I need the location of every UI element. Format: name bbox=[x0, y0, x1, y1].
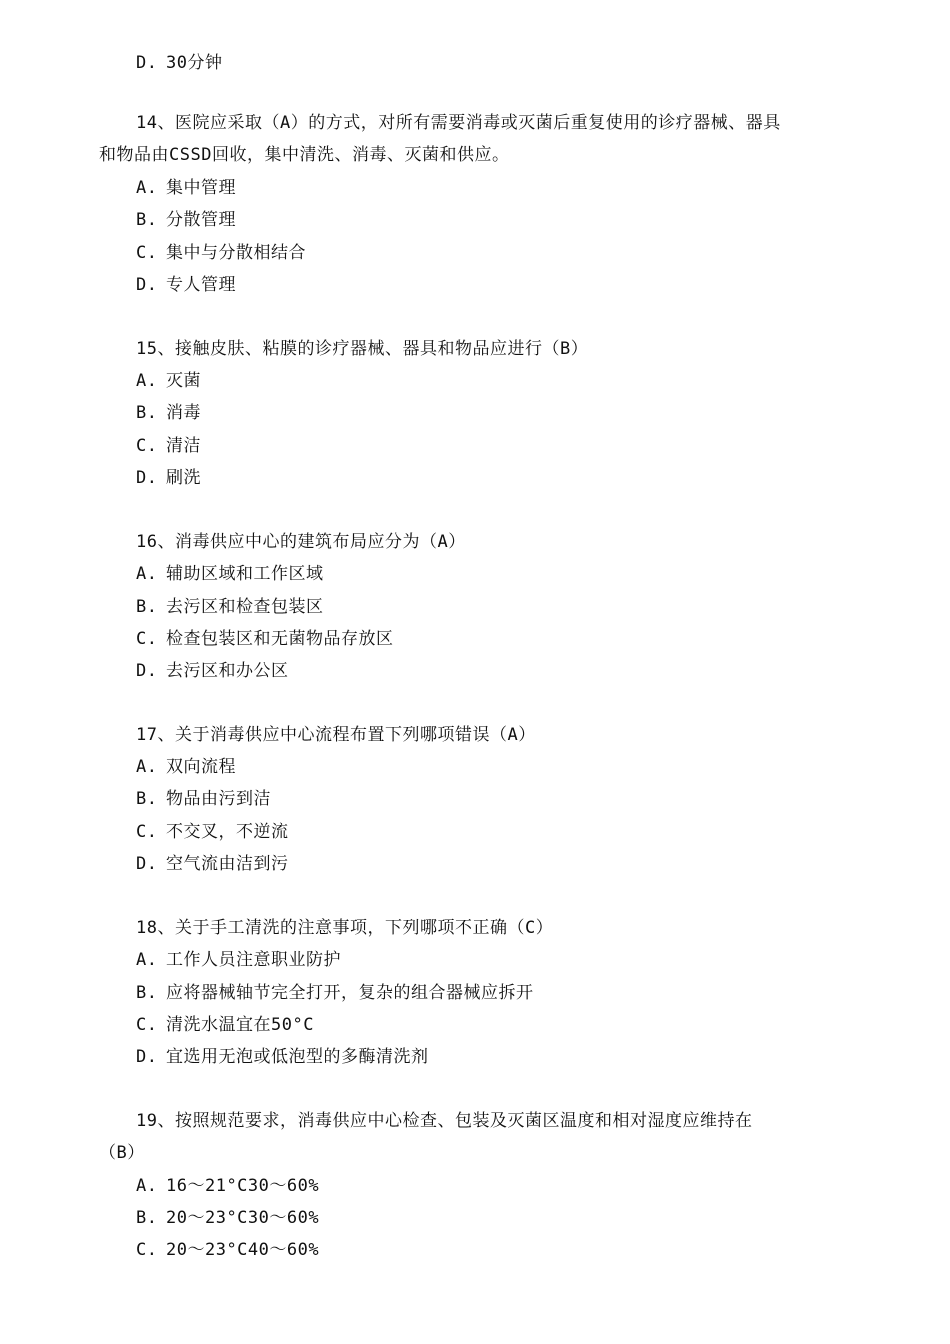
option-key: B. bbox=[136, 403, 158, 423]
option-key: B. bbox=[136, 210, 158, 230]
option-item bbox=[136, 660, 289, 682]
option-item bbox=[136, 1175, 319, 1197]
option-key: D. bbox=[136, 661, 158, 681]
option-text: 宜选用无泡或低泡型的多酶清洗剂 bbox=[166, 1047, 429, 1067]
option-text: 工作人员注意职业防护 bbox=[166, 950, 341, 970]
option-text: 去污区和办公区 bbox=[166, 661, 289, 681]
option-key: B. bbox=[136, 1208, 158, 1228]
option-text: 去污区和检查包装区 bbox=[166, 597, 324, 617]
question-19-text-cont: （B） bbox=[99, 1143, 145, 1163]
option-item bbox=[136, 242, 306, 264]
option-text: 分散管理 bbox=[166, 210, 236, 230]
option-item bbox=[136, 402, 201, 424]
option-key: A. bbox=[136, 178, 158, 198]
option-item bbox=[136, 756, 236, 778]
option-key: D. bbox=[136, 1047, 158, 1067]
option-text: 刷洗 bbox=[166, 468, 201, 488]
option-text: 空气流由洁到污 bbox=[166, 854, 289, 874]
option-item bbox=[136, 435, 201, 457]
option-item bbox=[136, 467, 201, 489]
option-text: 清洗水温宜在50°C bbox=[166, 1015, 314, 1035]
option-text: 20～23°C30～60% bbox=[166, 1208, 320, 1228]
option-item bbox=[136, 209, 236, 231]
option-item bbox=[136, 788, 271, 810]
option-text: 消毒 bbox=[166, 403, 201, 423]
option-item bbox=[136, 1046, 429, 1068]
option-key: B. bbox=[136, 789, 158, 809]
option-key: C. bbox=[136, 243, 158, 263]
option-key: D. bbox=[136, 468, 158, 488]
option-item bbox=[136, 177, 236, 199]
option-key: A. bbox=[136, 371, 158, 391]
question-15-text: 15、接触皮肤、粘膜的诊疗器械、器具和物品应进行（B） bbox=[136, 339, 589, 359]
option-text: 集中与分散相结合 bbox=[166, 243, 306, 263]
option-item bbox=[136, 982, 534, 1004]
option-key: D. bbox=[136, 854, 158, 874]
option-item bbox=[136, 596, 324, 618]
option-text: 专人管理 bbox=[166, 275, 236, 295]
question-18-text: 18、关于手工清洗的注意事项，下列哪项不正确（C） bbox=[136, 918, 554, 938]
option-item bbox=[136, 370, 201, 392]
option-key: C. bbox=[136, 436, 158, 456]
question-17-text: 17、关于消毒供应中心流程布置下列哪项错误（A） bbox=[136, 725, 536, 745]
option-text: 清洁 bbox=[166, 436, 201, 456]
question-16-text: 16、消毒供应中心的建筑布局应分为（A） bbox=[136, 532, 466, 552]
option-text: 物品由污到洁 bbox=[166, 789, 271, 809]
option-key: C. bbox=[136, 629, 158, 649]
question-14-text-cont: 和物品由CSSD回收，集中清洗、消毒、灭菌和供应。 bbox=[99, 145, 510, 165]
option-item bbox=[136, 563, 324, 585]
option-text: 不交叉，不逆流 bbox=[166, 822, 289, 842]
option-text: 20～23°C40～60% bbox=[166, 1240, 320, 1260]
option-item bbox=[136, 1207, 319, 1229]
option-key: A. bbox=[136, 950, 158, 970]
option-text: 集中管理 bbox=[166, 178, 236, 198]
option-key: A. bbox=[136, 564, 158, 584]
option-item bbox=[136, 1239, 319, 1261]
option-key: D. bbox=[136, 53, 158, 73]
option-key: D. bbox=[136, 275, 158, 295]
option-item bbox=[136, 821, 289, 843]
option-text: 灭菌 bbox=[166, 371, 201, 391]
option-key: C. bbox=[136, 822, 158, 842]
option-text: 辅助区域和工作区域 bbox=[166, 564, 324, 584]
option-text: 16～21°C30～60% bbox=[166, 1176, 320, 1196]
option-key: B. bbox=[136, 983, 158, 1003]
option-item bbox=[136, 1014, 314, 1036]
option-text: 双向流程 bbox=[166, 757, 236, 777]
option-key: A. bbox=[136, 757, 158, 777]
option-key: B. bbox=[136, 597, 158, 617]
option-key: C. bbox=[136, 1240, 158, 1260]
option-text: 检查包装区和无菌物品存放区 bbox=[166, 629, 394, 649]
option-item bbox=[136, 949, 341, 971]
option-item bbox=[136, 853, 289, 875]
option-item bbox=[136, 274, 236, 296]
option-text: 应将器械轴节完全打开，复杂的组合器械应拆开 bbox=[166, 983, 534, 1003]
option-item bbox=[136, 628, 394, 650]
question-14-text: 14、医院应采取（A）的方式，对所有需要消毒或灭菌后重复使用的诊疗器械、器具 bbox=[136, 113, 781, 133]
option-item bbox=[136, 52, 222, 74]
option-text: 30分钟 bbox=[166, 53, 223, 73]
question-19-text: 19、按照规范要求，消毒供应中心检查、包装及灭菌区温度和相对湿度应维持在 bbox=[136, 1111, 753, 1131]
option-key: C. bbox=[136, 1015, 158, 1035]
option-key: A. bbox=[136, 1176, 158, 1196]
